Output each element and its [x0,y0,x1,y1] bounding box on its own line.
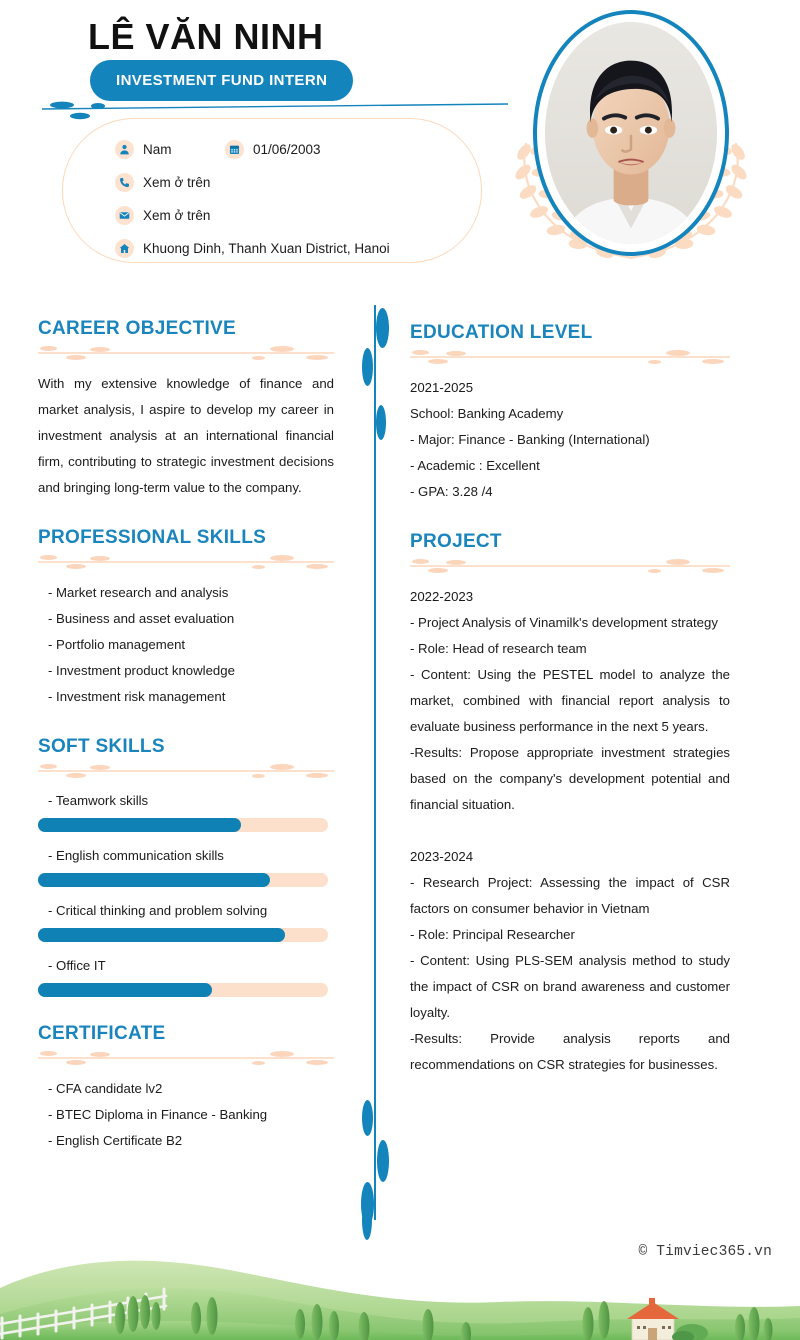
section-rule-decoration [38,554,334,570]
section-project [410,531,730,1078]
project-entry [410,584,730,818]
column-divider-line [374,305,376,1220]
page-title: LÊ VĂN NINH [88,16,324,57]
left-column [38,318,334,1180]
list-item: - Market research and analysis [48,585,229,600]
skill-label: - Office IT [48,958,106,973]
skill-label: - Critical thinking and problem solving [48,903,268,918]
education-line: - Academic : Excellent [410,458,540,473]
right-column [410,322,730,1104]
gender-value: Nam [143,142,172,157]
section-heading: PROJECT [410,531,502,552]
phone-value: Xem ở trên [143,175,211,190]
dob-value: 01/06/2003 [253,142,321,157]
skill-progress-fill [38,873,270,887]
project-entry [410,844,730,1078]
list-item: - Investment risk management [48,689,226,704]
skill-row [38,844,334,887]
section-heading: EDUCATION LEVEL [410,322,593,343]
skill-progress-track [38,873,328,887]
info-row-address [115,239,390,258]
skill-progress-track [38,818,328,832]
home-icon [115,239,134,258]
section-rule-decoration [38,763,334,779]
hills-landscape-illustration [0,1210,800,1340]
project-entry-gap [410,818,730,844]
project-paragraph: - Research Project: Assessing the impact of CSR factors on consumer behavior in Vietnam [410,875,730,916]
info-row-dob [225,140,321,159]
avatar [508,8,754,260]
leaf-accent [377,1140,389,1182]
email-value: Xem ở trên [143,208,211,223]
list-item: - English Certificate B2 [48,1133,183,1148]
calendar-icon [225,140,244,159]
leaf-accent [362,348,373,386]
education-line: School: Banking Academy [410,406,564,421]
contact-info-card [62,118,482,263]
project-paragraph: -Results: Propose appropriate investment strategies based on the company's development potential and financial situation. [410,745,730,812]
phone-icon [115,173,134,192]
project-period: 2022-2023 [410,589,474,604]
leaf-accent [376,405,386,440]
project-paragraph: - Role: Principal Researcher [410,927,575,942]
list-item: - Investment product knowledge [48,663,235,678]
cv-header [0,0,800,290]
envelope-icon [115,206,134,225]
list-item: - Portfolio management [48,637,186,652]
address-value: Khuong Dinh, Thanh Xuan District, Hanoi [143,241,390,256]
section-heading: SOFT SKILLS [38,736,165,757]
leaf-accent [376,308,389,348]
section-certificate [38,1023,334,1154]
watermark-credit: © Timviec365.vn [638,1244,772,1260]
info-row-phone [115,173,210,192]
education-line: - GPA: 3.28 /4 [410,484,493,499]
profile-photo-frame [533,10,729,256]
person-icon [115,140,134,159]
career-objective-text: With my extensive knowledge of finance and market analysis, I aspire to develop my career in investment analysis at an international financial firm, contributing to strategic investment decisions and bringing long-term value to the company. [38,376,334,495]
section-rule-decoration [38,345,334,361]
section-rule-decoration [410,349,730,365]
skill-row [38,954,334,997]
skill-row [38,789,334,832]
skill-progress-track [38,983,328,997]
project-paragraph: -Results: Provide analysis reports and recommendations on CSR strategies for businesses. [410,1031,730,1072]
project-paragraph: - Content: Using the PESTEL model to analyze the market, combined with financial report analysis to evaluate business performance in the next 5 years. [410,667,730,734]
skill-row [38,899,334,942]
skill-label: - Teamwork skills [48,793,149,808]
job-title-badge: INVESTMENT FUND INTERN [90,60,353,101]
education-line: - Major: Finance - Banking (International) [410,432,650,447]
education-line: 2021-2025 [410,380,474,395]
section-heading: CAREER OBJECTIVE [38,318,237,339]
list-item: - Business and asset evaluation [48,611,235,626]
profile-photo [545,22,717,244]
section-career-objective [38,318,334,501]
info-row-gender [115,140,172,159]
skill-label: - English communication skills [48,848,224,863]
info-row-email [115,206,210,225]
section-education [410,322,730,505]
skill-progress-fill [38,818,241,832]
section-heading: PROFESSIONAL SKILLS [38,527,267,548]
list-item: - CFA candidate lv2 [48,1081,163,1096]
section-rule-decoration [38,1050,334,1066]
list-item: - BTEC Diploma in Finance - Banking [48,1107,268,1122]
skill-progress-fill [38,983,212,997]
project-paragraph: - Project Analysis of Vinamilk's development strategy [410,615,718,630]
section-heading: CERTIFICATE [38,1023,166,1044]
section-soft-skills [38,736,334,997]
project-period: 2023-2024 [410,849,474,864]
project-paragraph: - Content: Using PLS-SEM analysis method to study the impact of CSR on brand awareness and customer loyalty. [410,953,730,1020]
leaf-accent [362,1100,373,1136]
section-professional-skills [38,527,334,710]
project-paragraph: - Role: Head of research team [410,641,587,656]
section-rule-decoration [410,558,730,574]
skill-progress-fill [38,928,285,942]
skill-progress-track [38,928,328,942]
